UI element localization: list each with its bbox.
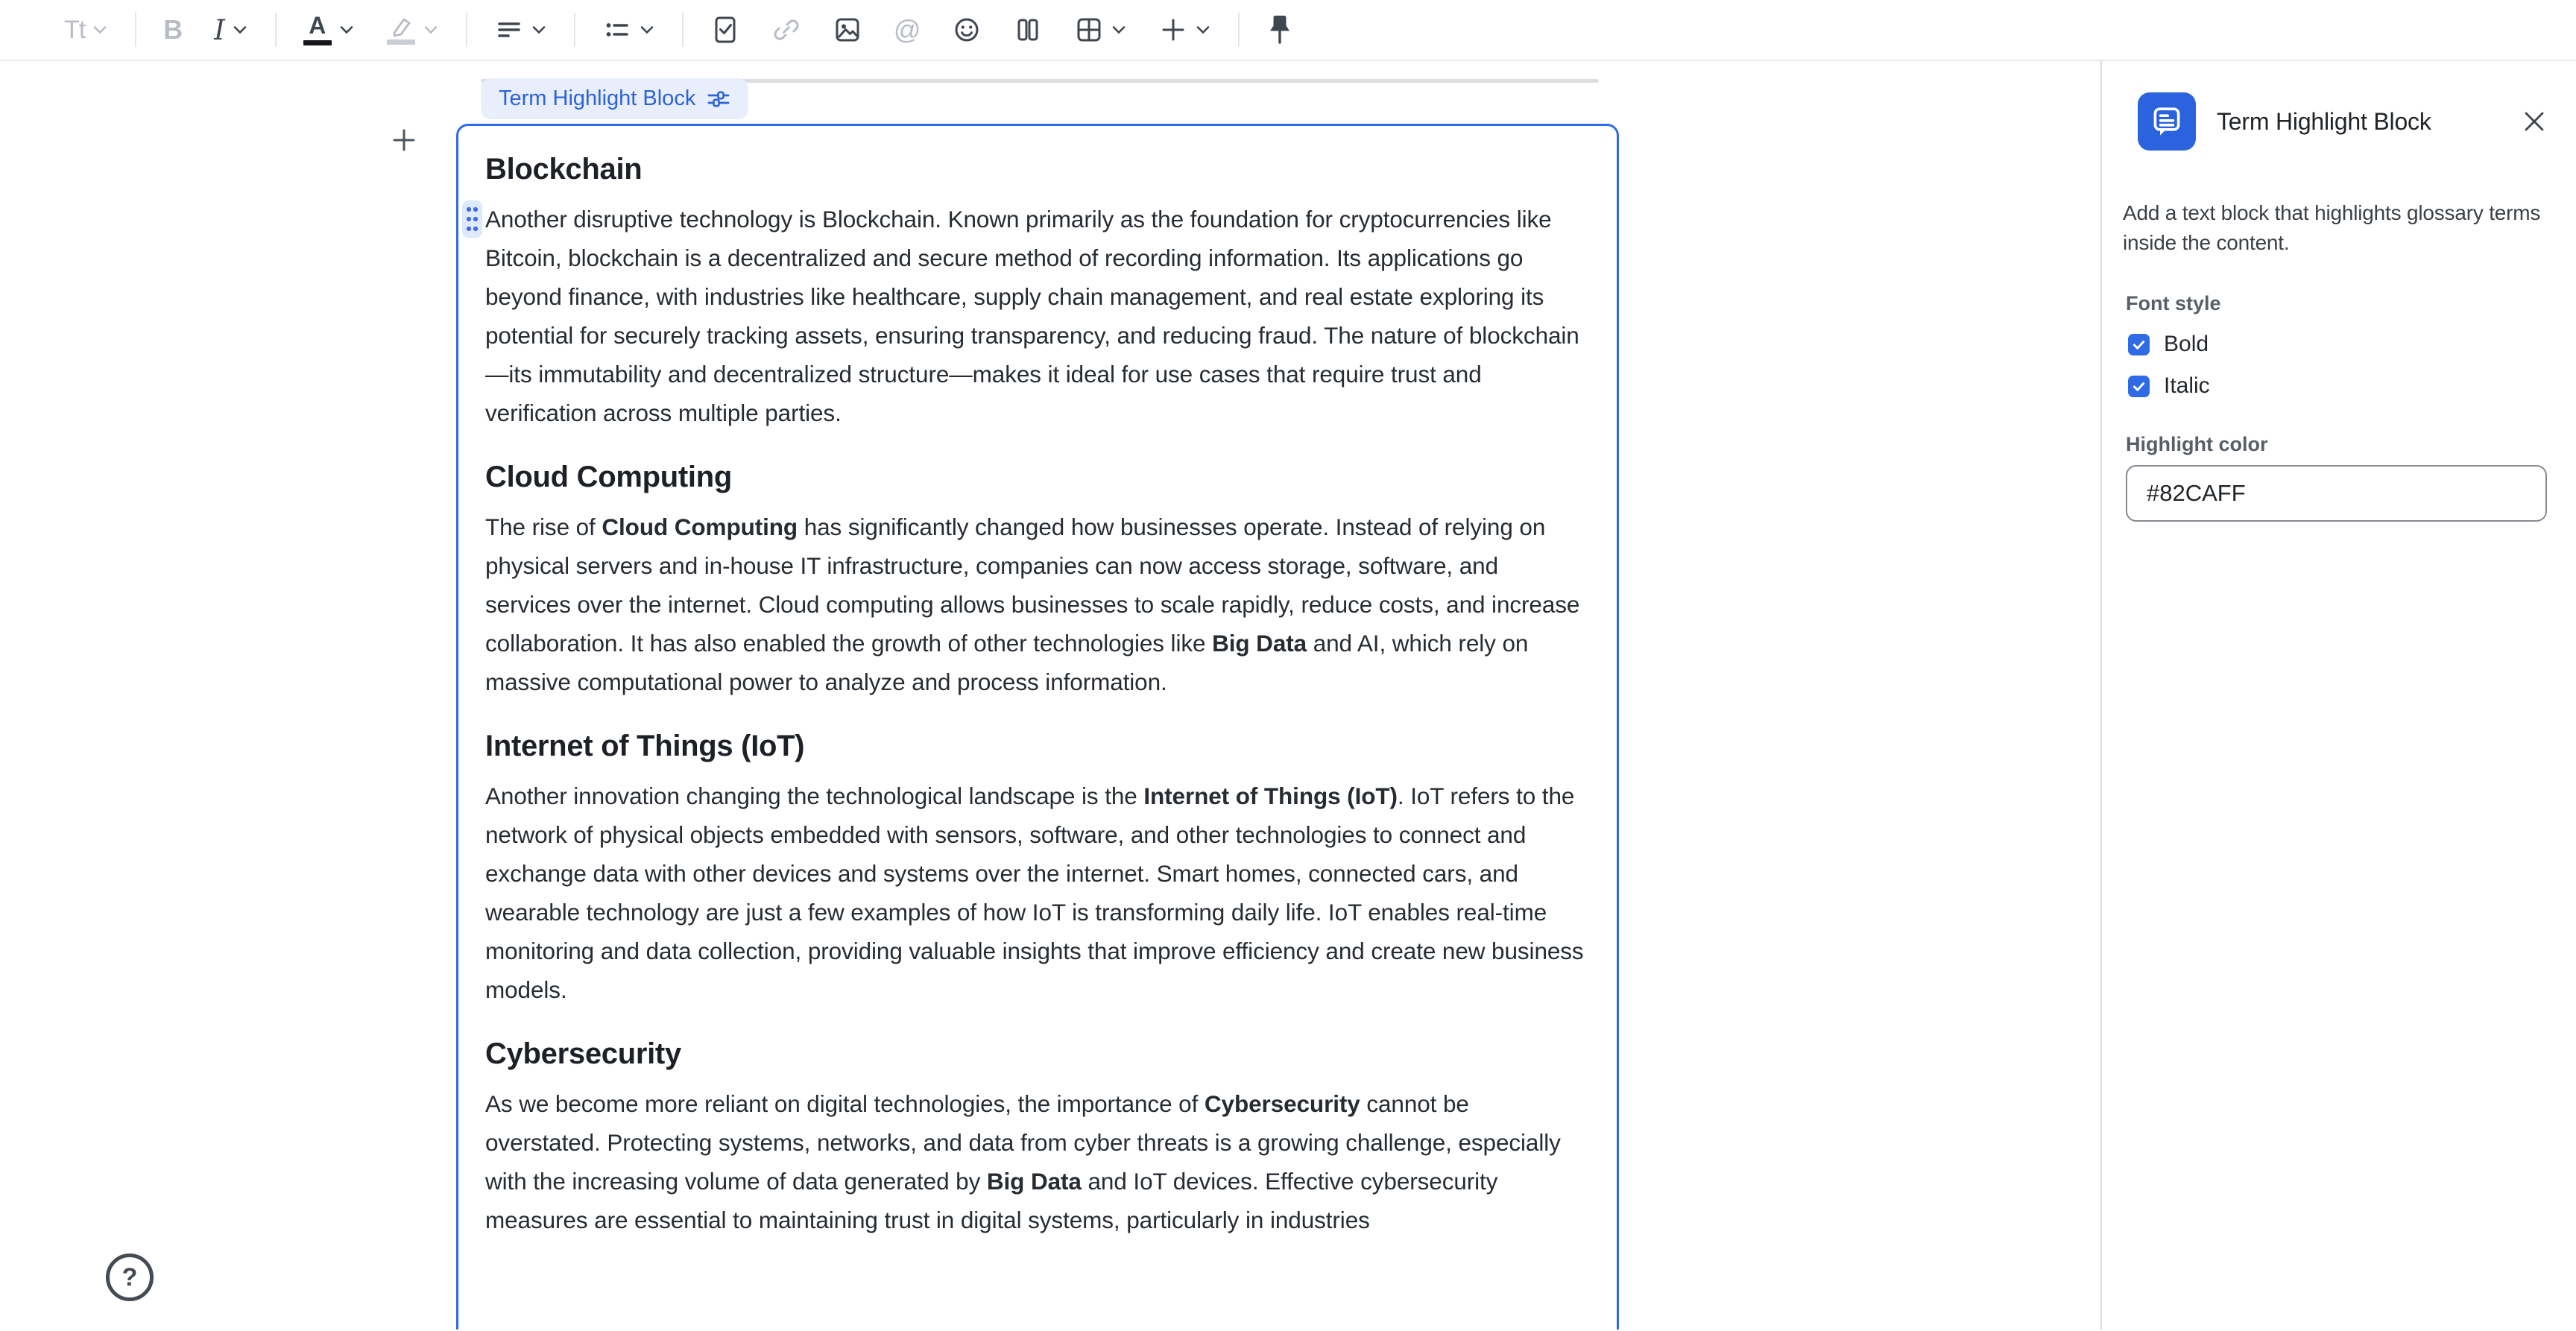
help-button[interactable] — [106, 1253, 154, 1301]
checkbox-icon — [710, 14, 740, 45]
highlight-color-input[interactable] — [2126, 465, 2547, 522]
mention-icon: @ — [893, 14, 921, 45]
italic-checkbox[interactable] — [2128, 376, 2150, 397]
main-area — [0, 61, 2576, 1330]
chevron-down-icon — [92, 25, 108, 35]
mention-button[interactable] — [894, 14, 921, 45]
glossary-term: Internet of Things (IoT) — [1143, 783, 1398, 809]
current-highlight-swatch — [387, 39, 415, 45]
text-run: . IoT refers to the network of physical objects embedded with sensors, software, and other technologies to connect and exchange data with other devices and systems over the internet. Smart homes, connected cars, and wearable technology are just a few examples of how IoT is transforming daily life. IoT enables real-time monitoring and data collection, providing valuable insights that improve efficiency and create new business models. — [485, 783, 1584, 1003]
close-icon — [2521, 108, 2548, 135]
paragraph[interactable] — [485, 777, 1587, 1009]
glossary-term: Big Data — [986, 1168, 1082, 1195]
checkbox-block-button[interactable] — [710, 14, 740, 45]
glossary-term: Big Data — [1212, 630, 1307, 657]
text-style-button[interactable] — [64, 16, 108, 45]
emoji-icon — [952, 15, 982, 45]
chevron-down-icon — [232, 25, 248, 35]
plus-icon — [391, 127, 417, 154]
glossary-term: Cloud Computing — [602, 513, 798, 540]
paragraph[interactable] — [485, 200, 1587, 432]
text-run: Another innovation changing the technological landscape is the — [485, 783, 1144, 809]
italic-checkbox-row[interactable] — [2128, 373, 2555, 399]
text-run: Another disruptive technology is Blockchain. Known primarily as the foundation for cryptocurrencies like Bitcoin, blockchain is a decentralized and secure method of recording information. Its applications go beyond finance, with industries like healthcare, supply chain management, and real estate exploring its potential for securely tracking assets, ensuring transparency, and reducing fraud. The nature of blockchain—its immutability and decentralized structure—makes it ideal for use cases that require trust and verification across multiple parties. — [485, 206, 1579, 426]
italic-button[interactable] — [214, 14, 248, 46]
text-run: cannot be overstated. Protecting systems, networks, and data from cyber threats is a growing challenge, especially with the increasing volume of data generated by — [485, 1090, 1561, 1195]
close-panel-button[interactable] — [2518, 105, 2551, 138]
image-icon — [833, 15, 862, 45]
text-style-icon: Tt — [64, 15, 86, 44]
plus-icon — [1158, 15, 1188, 45]
section-heading[interactable]: Cloud Computing — [485, 461, 732, 493]
block-settings-panel — [2100, 61, 2576, 1330]
block-settings-icon — [707, 87, 730, 111]
chevron-down-icon — [1111, 25, 1127, 35]
panel-title: Term Highlight Block — [2217, 107, 2431, 135]
chevron-down-icon — [423, 25, 439, 35]
current-text-color-swatch — [303, 40, 332, 45]
chevron-down-icon — [639, 25, 655, 35]
image-button[interactable] — [833, 15, 862, 45]
block-type-label: Term Highlight Block — [499, 86, 696, 110]
paragraph[interactable] — [485, 508, 1587, 701]
text-run: As we become more reliant on digital technologies, the importance of — [485, 1090, 1205, 1117]
paragraph[interactable] — [485, 1084, 1587, 1239]
panel-header — [2123, 92, 2555, 151]
highlight-color-label: Highlight color — [2126, 433, 2268, 455]
pin-icon — [1266, 13, 1293, 46]
highlighter-icon — [386, 15, 416, 37]
text-run: has significantly changed how businesses operate. Instead of relying on physical servers and in-house IT infrastructure, companies can now access storage, software, and services over the internet. Cloud computing allows businesses to scale rapidly, reduce costs, and increase collaboration. It has also enabled the growth of other technologies like — [485, 513, 1580, 657]
link-button[interactable] — [771, 15, 801, 45]
highlight-color-button[interactable] — [386, 15, 439, 45]
bullet-list-icon — [602, 15, 632, 45]
text-run: and AI, which rely on massive computational power to analyze and process information. — [485, 630, 1529, 695]
columns-icon — [1013, 15, 1043, 45]
link-icon — [771, 15, 801, 45]
formatting-toolbar — [0, 0, 2576, 61]
panel-description: Add a text block that highlights glossary terms inside the content. — [2123, 201, 2541, 254]
text-color-button[interactable] — [303, 14, 355, 45]
bold-checkbox[interactable] — [2128, 334, 2150, 355]
italic-icon: I — [214, 13, 225, 46]
table-button[interactable] — [1074, 15, 1127, 45]
bold-button[interactable] — [163, 14, 183, 45]
chevron-down-icon — [1195, 25, 1211, 35]
help-icon: ? — [121, 1262, 138, 1292]
font-style-label: Font style — [2126, 292, 2221, 314]
check-icon — [2131, 379, 2147, 394]
block-drag-handle[interactable] — [462, 200, 482, 238]
drag-dots-icon — [464, 204, 480, 234]
align-button[interactable] — [494, 15, 547, 45]
bold-checkbox-row[interactable] — [2128, 332, 2555, 357]
emoji-button[interactable] — [952, 15, 982, 45]
section-heading[interactable]: Internet of Things (IoT) — [485, 730, 805, 762]
add-block-button[interactable] — [389, 125, 419, 155]
chevron-down-icon — [338, 25, 355, 35]
section-heading[interactable]: Blockchain — [485, 153, 643, 186]
text-run: The rise of — [485, 513, 602, 540]
insert-block-button[interactable] — [1158, 15, 1211, 45]
term-highlight-block-icon — [2138, 92, 2196, 151]
section-heading[interactable]: Cybersecurity — [485, 1037, 681, 1070]
list-button[interactable] — [602, 15, 655, 45]
table-icon — [1074, 15, 1104, 45]
text-color-icon: A — [309, 12, 326, 39]
bold-icon: B — [163, 14, 183, 45]
term-highlight-block[interactable] — [456, 124, 1619, 1330]
block-type-badge[interactable] — [481, 78, 748, 119]
columns-button[interactable] — [1013, 15, 1043, 45]
pin-button[interactable] — [1266, 13, 1293, 46]
glossary-term: Cybersecurity — [1204, 1090, 1360, 1117]
check-icon — [2131, 337, 2147, 352]
text-run: and IoT devices. Effective cybersecurity measures are essential to maintaining trust in digital systems, particularly in industries — [485, 1168, 1498, 1233]
document-sections — [458, 126, 1617, 1239]
chevron-down-icon — [531, 25, 547, 35]
align-left-icon — [494, 15, 524, 45]
italic-checkbox-label: Italic — [2164, 373, 2210, 398]
editor-canvas — [0, 61, 2100, 1330]
bold-checkbox-label: Bold — [2164, 332, 2209, 356]
